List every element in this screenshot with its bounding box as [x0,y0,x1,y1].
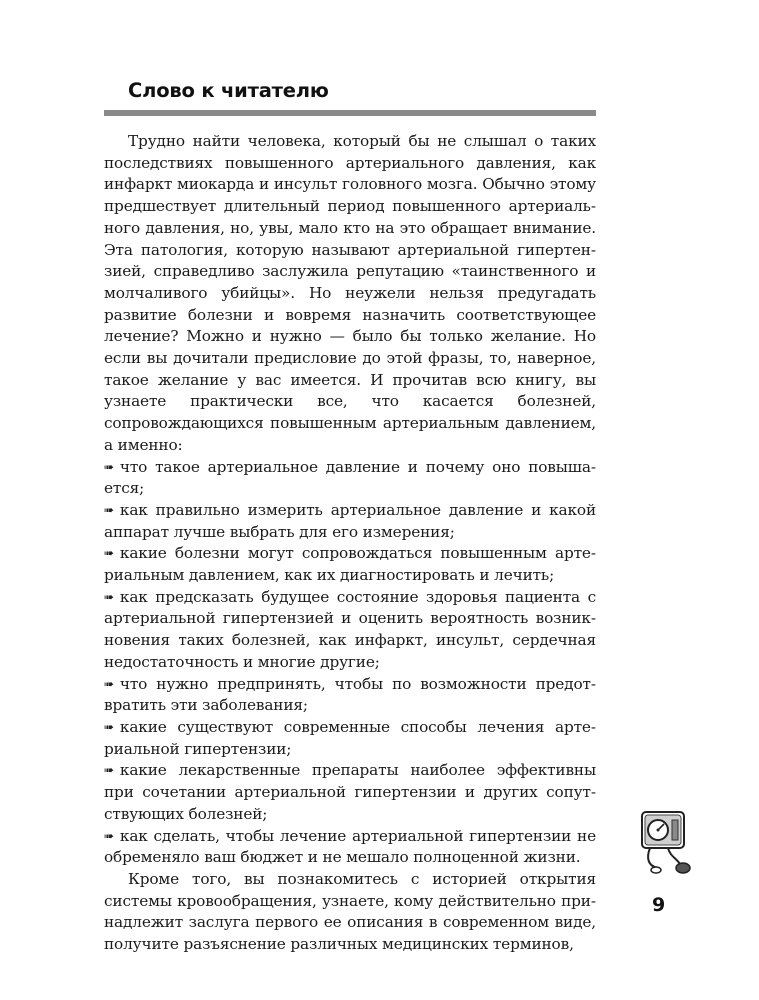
intro-paragraph: Трудно найти человека, который бы не слышал о таких последствиях повышенного артериального давления, как инфаркт миокарда и инсульт головного мозга. Обычно этому предшествует длительный период повышенного артериального давления, но, увы, мало кто на это обращает внимание. Эта патология, которую называют артериальной гипертензией, справедливо заслужила репутацию «таинственного и молчаливого убийцы». Но неужели нельзя предугадать развитие болезни и вовремя назначить соответствующее лечение? Можно и нужно — было бы только желание. Но если вы дочитали предисловие до этой фразы, то, наверное, такое желание у вас имеется. И прочитав всю книгу, вы узнаете практически все, что касается болезней, сопровождающихся повышенным артериальным давлением, а именно: [104,132,596,454]
list-item [104,543,596,586]
list-item-text: какие существуют современные способы лечения артериальной гипертензии; [104,717,596,758]
arrow-bullet-icon: ➠ [104,763,114,778]
chapter-title: Слово к читателю [128,79,329,102]
arrow-bullet-icon: ➠ [104,459,114,474]
list-item-text: как правильно измерить артериальное давление и какой аппарат лучше выбрать для его измерения; [104,500,596,541]
page-number: 9 [652,894,666,916]
arrow-bullet-icon: ➠ [104,589,114,604]
arrow-bullet-icon: ➠ [104,546,114,561]
closing-paragraph: Кроме того, вы познакомитесь с историей открытия системы кровообращения, узнаете, кому действительно принадлежит заслуга первого ее описания в современном виде, получите разъяснение различных медицинских терминов, [104,869,596,954]
blood-pressure-monitor-icon [636,806,692,878]
bullet-list [104,457,596,869]
header-rule [104,110,596,116]
list-item-text: как предсказать будущее состояние здоровья пациента с артериальной гипертензией и оценить вероятность возникновения таких болезней, как инфаркт, инсульт, сердечная недостаточность и многие другие; [104,587,596,671]
arrow-bullet-icon: ➠ [104,502,114,517]
list-item [104,674,596,717]
list-item [104,587,596,674]
list-item [104,457,596,500]
list-item-text: какие болезни могут сопровождаться повышенным артериальным давлением, как их диагностировать и лечить; [104,544,596,585]
list-item [104,760,596,825]
arrow-bullet-icon: ➠ [104,828,114,843]
body-text [104,131,596,956]
list-item [104,717,596,760]
arrow-bullet-icon: ➠ [104,676,114,691]
list-item-text: что нужно предпринять, чтобы по возможности предотвратить эти заболевания; [104,674,596,715]
list-item-text: как сделать, чтобы лечение артериальной гипертензии не обременяло ваш бюджет и не мешало полноценной жизни. [104,826,596,867]
list-item-text: что такое артериальное давление и почему оно повышается; [104,457,596,498]
list-item [104,826,596,869]
list-item-text: какие лекарственные препараты наиболее эффективны при сочетании артериальной гипертензии и других сопутствующих болезней; [104,761,596,823]
list-item [104,500,596,543]
arrow-bullet-icon: ➠ [104,719,114,734]
